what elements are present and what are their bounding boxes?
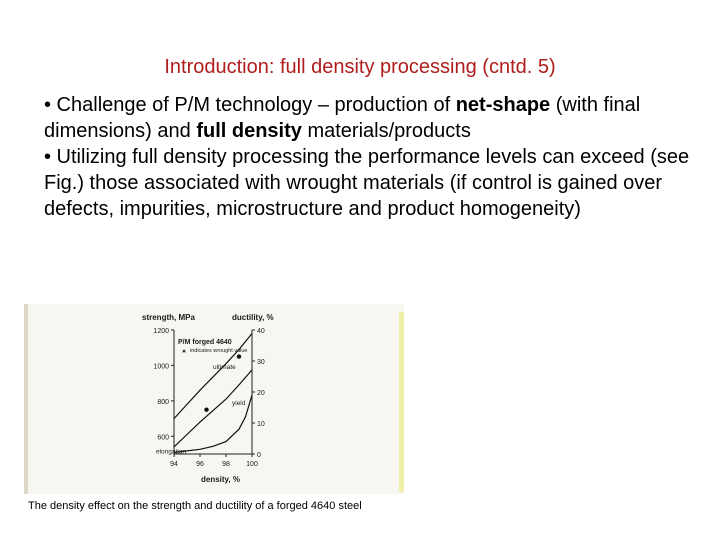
slide-title: Introduction: full density processing (cntd. 5): [164, 56, 556, 78]
wrought-point-yield: [204, 408, 208, 412]
figure-caption: The density effect on the strength and ductility of a forged 4640 steel: [28, 500, 362, 512]
figure-edge-right: [399, 312, 404, 492]
y-left-tick-label: 1200: [153, 328, 169, 335]
y-axis-left-title: strength, MPa: [142, 313, 195, 322]
bullet-1-text-mid: (with final dimensions) and: [44, 94, 641, 142]
wrought-legend-marker: [182, 349, 186, 353]
chart-title: P/M forged 4640: [178, 339, 232, 346]
y-axis-right-title: ductility, %: [232, 313, 274, 322]
density-chart: [24, 304, 404, 494]
series-label-yield: yield: [232, 400, 246, 408]
y-left-tick-label: 600: [157, 434, 169, 442]
x-tick-label: 96: [196, 461, 204, 468]
figure-image: [24, 304, 404, 494]
y-right-tick-label: 30: [257, 359, 265, 366]
series-label-ultimate: ultimate: [213, 363, 236, 371]
x-tick-label: 98: [222, 461, 230, 468]
x-tick-label: 100: [246, 461, 258, 468]
bullet-1-text: • Challenge of P/M technology – production of: [44, 94, 456, 116]
bullet-1-text-end: materials/products: [301, 120, 471, 142]
series-line-yield: [174, 370, 252, 447]
y-left-tick-label: 1000: [153, 363, 169, 371]
y-right-tick-label: 10: [257, 421, 265, 428]
bullet-2-text: • Utilizing full density processing the performance levels can exceed (see Fig.) those associated with wrought materials (if control is gained over defects, impurities, microstructure and product homogeneity): [44, 146, 690, 220]
slide-body: [44, 92, 704, 222]
y-right-tick-label: 0: [257, 452, 261, 459]
x-tick-label: 94: [170, 461, 178, 468]
bullet-1-bold-full-density: full density: [196, 120, 302, 142]
y-right-tick-label: 20: [257, 390, 265, 397]
wrought-legend-note: indicates wrought value: [190, 348, 248, 354]
figure-edge-left: [24, 304, 28, 494]
wrought-point-ultimate: [237, 354, 241, 358]
y-left-tick-label: 800: [157, 398, 169, 406]
y-right-tick-label: 40: [257, 328, 265, 335]
x-axis-title: density, %: [201, 475, 240, 484]
series-label-elongation: elongation: [156, 448, 186, 456]
bullet-1-bold-net-shape: net-shape: [455, 94, 551, 116]
